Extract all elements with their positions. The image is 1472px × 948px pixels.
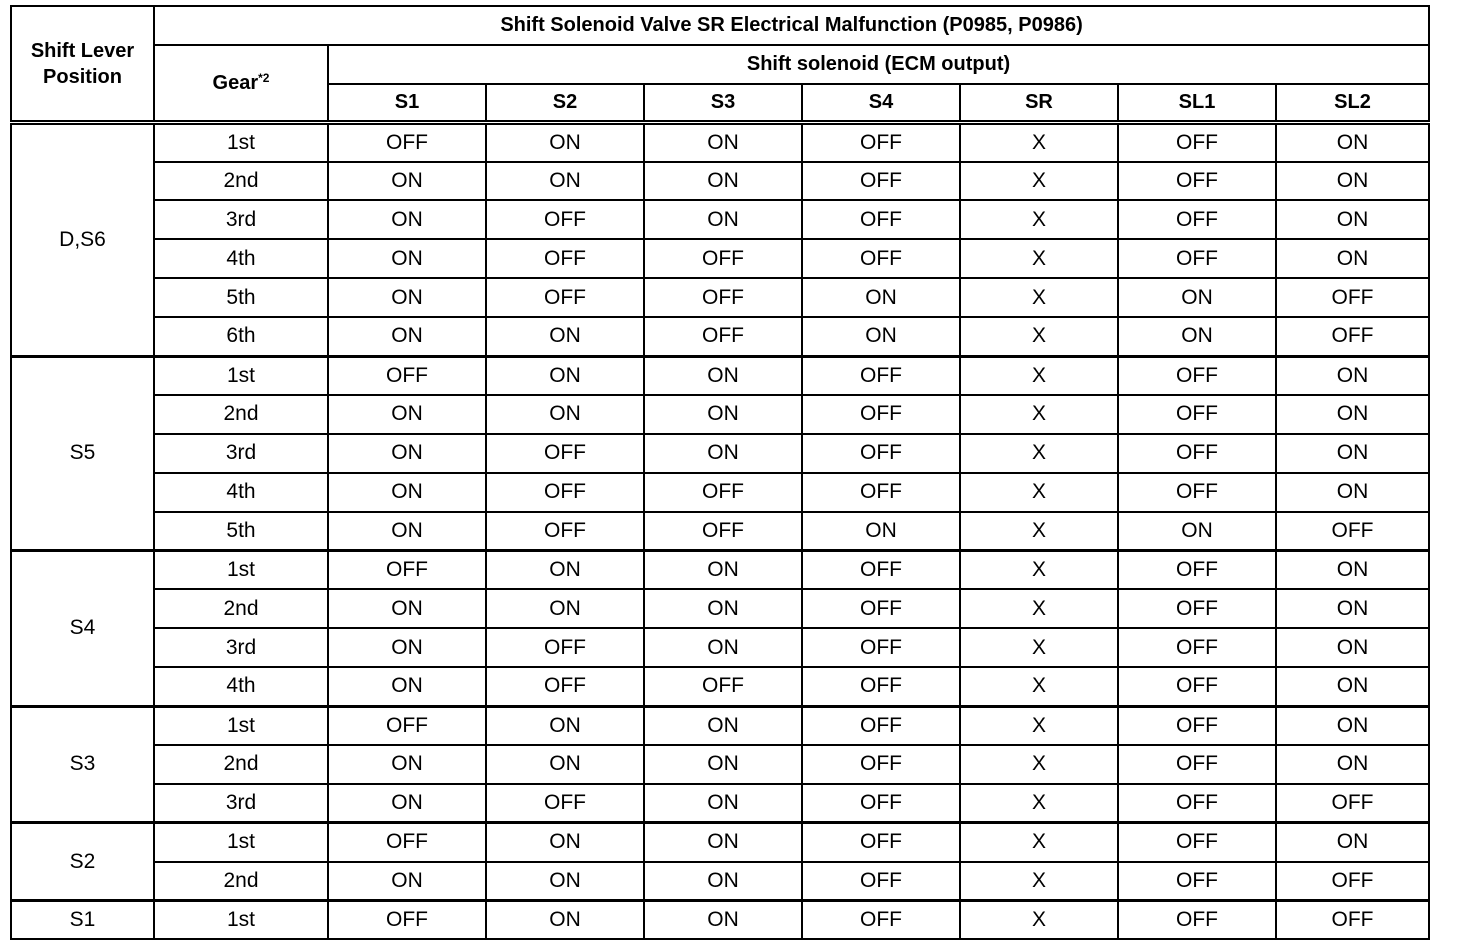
solenoid-state-cell-s3: ON bbox=[644, 434, 802, 473]
solenoid-state-cell-s3: ON bbox=[644, 356, 802, 395]
solenoid-state-cell-s2: OFF bbox=[486, 239, 644, 278]
solenoid-state-cell-s2: OFF bbox=[486, 200, 644, 239]
solenoid-state-cell-s4: OFF bbox=[802, 395, 960, 434]
solenoid-state-cell-s1: OFF bbox=[328, 550, 486, 589]
solenoid-state-cell-s2: ON bbox=[486, 823, 644, 862]
solenoid-state-cell-sr: X bbox=[960, 900, 1118, 939]
solenoid-state-cell-s1: OFF bbox=[328, 356, 486, 395]
gear-cell: 3rd bbox=[154, 200, 328, 239]
solenoid-state-cell-s2: OFF bbox=[486, 667, 644, 706]
solenoid-state-cell-sr: X bbox=[960, 317, 1118, 356]
lever-position-cell: S5 bbox=[11, 356, 154, 550]
solenoid-state-cell-s4: ON bbox=[802, 512, 960, 551]
solenoid-state-cell-sl2: ON bbox=[1276, 823, 1429, 862]
solenoid-state-cell-s3: ON bbox=[644, 706, 802, 745]
solenoid-state-cell-s4: OFF bbox=[802, 745, 960, 784]
gear-cell: 1st bbox=[154, 706, 328, 745]
gear-cell: 1st bbox=[154, 123, 328, 162]
lever-position-cell: D,S6 bbox=[11, 123, 154, 356]
gear-cell: 1st bbox=[154, 356, 328, 395]
table-row bbox=[11, 512, 1429, 551]
solenoid-state-cell-s1: ON bbox=[328, 473, 486, 512]
solenoid-state-cell-sl2: OFF bbox=[1276, 900, 1429, 939]
solenoid-state-cell-s4: OFF bbox=[802, 473, 960, 512]
solenoid-state-cell-sl2: ON bbox=[1276, 628, 1429, 667]
solenoid-state-cell-s3: ON bbox=[644, 745, 802, 784]
solenoid-state-cell-s3: ON bbox=[644, 123, 802, 162]
solenoid-state-cell-s4: ON bbox=[802, 317, 960, 356]
solenoid-state-cell-sl1: OFF bbox=[1118, 356, 1276, 395]
solenoid-state-cell-s2: ON bbox=[486, 356, 644, 395]
solenoid-state-cell-sl1: OFF bbox=[1118, 745, 1276, 784]
solenoid-state-cell-sl1: ON bbox=[1118, 278, 1276, 317]
gear-cell: 1st bbox=[154, 900, 328, 939]
solenoid-state-cell-s1: ON bbox=[328, 200, 486, 239]
gear-cell: 5th bbox=[154, 512, 328, 551]
solenoid-state-cell-s4: OFF bbox=[802, 200, 960, 239]
solenoid-state-cell-s2: OFF bbox=[486, 784, 644, 823]
solenoid-state-cell-s1: OFF bbox=[328, 706, 486, 745]
solenoid-state-cell-s3: OFF bbox=[644, 667, 802, 706]
table-row bbox=[11, 745, 1429, 784]
gear-cell: 1st bbox=[154, 550, 328, 589]
gear-cell: 2nd bbox=[154, 862, 328, 901]
solenoid-state-cell-s2: OFF bbox=[486, 628, 644, 667]
solenoid-state-cell-sl2: ON bbox=[1276, 239, 1429, 278]
solenoid-state-cell-sl1: OFF bbox=[1118, 862, 1276, 901]
solenoid-state-cell-s1: ON bbox=[328, 667, 486, 706]
solenoid-state-cell-s3: ON bbox=[644, 628, 802, 667]
gear-cell: 1st bbox=[154, 823, 328, 862]
solenoid-state-cell-s4: OFF bbox=[802, 550, 960, 589]
solenoid-state-cell-s3: OFF bbox=[644, 317, 802, 356]
table-title: Shift Solenoid Valve SR Electrical Malfunction (P0985, P0986) bbox=[154, 6, 1429, 45]
solenoid-state-cell-sl2: ON bbox=[1276, 550, 1429, 589]
solenoid-state-cell-s2: ON bbox=[486, 162, 644, 201]
solenoid-state-cell-s4: OFF bbox=[802, 162, 960, 201]
gear-cell: 6th bbox=[154, 317, 328, 356]
gear-cell: 2nd bbox=[154, 395, 328, 434]
table-header bbox=[11, 6, 1429, 123]
solenoid-state-cell-s2: OFF bbox=[486, 473, 644, 512]
solenoid-state-cell-s1: ON bbox=[328, 278, 486, 317]
solenoid-state-cell-s4: OFF bbox=[802, 667, 960, 706]
solenoid-state-cell-s4: OFF bbox=[802, 706, 960, 745]
solenoid-state-cell-sl2: ON bbox=[1276, 123, 1429, 162]
solenoid-state-cell-s4: OFF bbox=[802, 628, 960, 667]
solenoid-state-cell-s2: ON bbox=[486, 550, 644, 589]
solenoid-state-cell-sr: X bbox=[960, 200, 1118, 239]
solenoid-state-cell-s1: ON bbox=[328, 628, 486, 667]
solenoid-state-cell-sl2: ON bbox=[1276, 356, 1429, 395]
gear-header-label: Gear bbox=[212, 71, 259, 94]
solenoid-state-cell-sl2: ON bbox=[1276, 434, 1429, 473]
gear-cell: 3rd bbox=[154, 434, 328, 473]
column-header-s1: S1 bbox=[328, 84, 486, 123]
solenoid-state-cell-sl2: ON bbox=[1276, 706, 1429, 745]
solenoid-table bbox=[10, 5, 1430, 940]
table-row bbox=[11, 356, 1429, 395]
solenoid-state-cell-s1: ON bbox=[328, 434, 486, 473]
solenoid-state-cell-sl1: OFF bbox=[1118, 784, 1276, 823]
solenoid-state-cell-sl1: OFF bbox=[1118, 395, 1276, 434]
gear-header bbox=[154, 45, 328, 123]
table-row bbox=[11, 589, 1429, 628]
table-row bbox=[11, 278, 1429, 317]
lever-position-cell: S3 bbox=[11, 706, 154, 823]
solenoid-state-cell-s4: OFF bbox=[802, 356, 960, 395]
solenoid-state-cell-sr: X bbox=[960, 823, 1118, 862]
table-row bbox=[11, 473, 1429, 512]
solenoid-state-cell-s3: OFF bbox=[644, 512, 802, 551]
solenoid-state-cell-s3: ON bbox=[644, 550, 802, 589]
solenoid-state-cell-sr: X bbox=[960, 434, 1118, 473]
solenoid-state-cell-sl2: OFF bbox=[1276, 862, 1429, 901]
gear-cell: 4th bbox=[154, 667, 328, 706]
solenoid-state-cell-sr: X bbox=[960, 628, 1118, 667]
solenoid-state-cell-sr: X bbox=[960, 589, 1118, 628]
lever-position-cell: S1 bbox=[11, 900, 154, 939]
table-row bbox=[11, 162, 1429, 201]
solenoid-state-cell-s2: OFF bbox=[486, 278, 644, 317]
solenoid-state-cell-s4: OFF bbox=[802, 784, 960, 823]
solenoid-state-cell-sl2: OFF bbox=[1276, 784, 1429, 823]
column-header-sr: SR bbox=[960, 84, 1118, 123]
table-row bbox=[11, 550, 1429, 589]
solenoid-state-cell-s3: ON bbox=[644, 395, 802, 434]
solenoid-state-cell-s1: ON bbox=[328, 317, 486, 356]
solenoid-state-cell-sr: X bbox=[960, 239, 1118, 278]
solenoid-subheader: Shift solenoid (ECM output) bbox=[328, 45, 1429, 84]
solenoid-state-cell-s1: OFF bbox=[328, 823, 486, 862]
solenoid-state-cell-sr: X bbox=[960, 784, 1118, 823]
solenoid-state-cell-s1: ON bbox=[328, 162, 486, 201]
column-header-sl1: SL1 bbox=[1118, 84, 1276, 123]
solenoid-state-cell-s3: ON bbox=[644, 589, 802, 628]
solenoid-state-cell-sl2: ON bbox=[1276, 162, 1429, 201]
solenoid-state-cell-sl2: OFF bbox=[1276, 317, 1429, 356]
gear-cell: 2nd bbox=[154, 589, 328, 628]
column-header-s3: S3 bbox=[644, 84, 802, 123]
column-header-s4: S4 bbox=[802, 84, 960, 123]
solenoid-state-cell-s4: OFF bbox=[802, 239, 960, 278]
solenoid-state-cell-sl1: ON bbox=[1118, 317, 1276, 356]
solenoid-state-cell-sr: X bbox=[960, 667, 1118, 706]
gear-cell: 2nd bbox=[154, 162, 328, 201]
table-row bbox=[11, 200, 1429, 239]
solenoid-state-cell-sl1: OFF bbox=[1118, 706, 1276, 745]
solenoid-state-cell-s1: ON bbox=[328, 589, 486, 628]
solenoid-state-cell-sl2: ON bbox=[1276, 745, 1429, 784]
solenoid-state-cell-s3: ON bbox=[644, 862, 802, 901]
solenoid-state-cell-s2: ON bbox=[486, 123, 644, 162]
solenoid-state-cell-s4: OFF bbox=[802, 900, 960, 939]
solenoid-state-cell-sr: X bbox=[960, 862, 1118, 901]
column-header-s2: S2 bbox=[486, 84, 644, 123]
gear-cell: 3rd bbox=[154, 784, 328, 823]
table-row bbox=[11, 317, 1429, 356]
solenoid-state-cell-s1: OFF bbox=[328, 123, 486, 162]
solenoid-state-cell-sl2: OFF bbox=[1276, 512, 1429, 551]
solenoid-state-cell-s1: OFF bbox=[328, 900, 486, 939]
table-row bbox=[11, 900, 1429, 939]
solenoid-state-cell-sr: X bbox=[960, 395, 1118, 434]
solenoid-state-cell-sl1: OFF bbox=[1118, 550, 1276, 589]
solenoid-state-cell-s3: ON bbox=[644, 900, 802, 939]
solenoid-state-cell-sr: X bbox=[960, 706, 1118, 745]
solenoid-state-cell-s3: ON bbox=[644, 823, 802, 862]
solenoid-state-cell-sr: X bbox=[960, 550, 1118, 589]
solenoid-state-cell-s1: ON bbox=[328, 862, 486, 901]
solenoid-state-cell-sl1: OFF bbox=[1118, 823, 1276, 862]
solenoid-state-cell-s1: ON bbox=[328, 745, 486, 784]
solenoid-state-cell-s3: ON bbox=[644, 784, 802, 823]
table-row bbox=[11, 667, 1429, 706]
gear-footnote-mark: *2 bbox=[258, 70, 270, 85]
solenoid-state-cell-sl1: OFF bbox=[1118, 200, 1276, 239]
solenoid-state-cell-s1: ON bbox=[328, 784, 486, 823]
solenoid-state-cell-s1: ON bbox=[328, 239, 486, 278]
table-row bbox=[11, 395, 1429, 434]
solenoid-state-cell-sl1: ON bbox=[1118, 512, 1276, 551]
solenoid-state-cell-sr: X bbox=[960, 356, 1118, 395]
solenoid-state-cell-s3: ON bbox=[644, 162, 802, 201]
gear-cell: 4th bbox=[154, 239, 328, 278]
solenoid-state-cell-s3: OFF bbox=[644, 278, 802, 317]
gear-cell: 4th bbox=[154, 473, 328, 512]
solenoid-state-cell-sr: X bbox=[960, 123, 1118, 162]
solenoid-state-cell-sr: X bbox=[960, 473, 1118, 512]
solenoid-state-cell-sl1: OFF bbox=[1118, 628, 1276, 667]
solenoid-state-cell-sl1: OFF bbox=[1118, 473, 1276, 512]
solenoid-state-cell-sl2: ON bbox=[1276, 589, 1429, 628]
solenoid-state-cell-s4: OFF bbox=[802, 434, 960, 473]
solenoid-state-cell-s2: ON bbox=[486, 745, 644, 784]
table-row bbox=[11, 239, 1429, 278]
solenoid-state-cell-s1: ON bbox=[328, 512, 486, 551]
solenoid-state-cell-sl1: OFF bbox=[1118, 434, 1276, 473]
table-row bbox=[11, 823, 1429, 862]
solenoid-state-cell-sl1: OFF bbox=[1118, 667, 1276, 706]
table-row bbox=[11, 434, 1429, 473]
solenoid-state-cell-s2: ON bbox=[486, 862, 644, 901]
solenoid-state-cell-s4: OFF bbox=[802, 862, 960, 901]
solenoid-state-cell-sl1: OFF bbox=[1118, 162, 1276, 201]
solenoid-state-cell-sl2: ON bbox=[1276, 395, 1429, 434]
solenoid-state-cell-sl1: OFF bbox=[1118, 123, 1276, 162]
solenoid-state-cell-sr: X bbox=[960, 162, 1118, 201]
solenoid-state-cell-s3: OFF bbox=[644, 473, 802, 512]
table-row bbox=[11, 706, 1429, 745]
solenoid-state-cell-s2: ON bbox=[486, 395, 644, 434]
solenoid-state-cell-sr: X bbox=[960, 745, 1118, 784]
table-row bbox=[11, 862, 1429, 901]
solenoid-state-cell-sl2: ON bbox=[1276, 200, 1429, 239]
solenoid-state-cell-sr: X bbox=[960, 278, 1118, 317]
solenoid-state-cell-s4: OFF bbox=[802, 823, 960, 862]
solenoid-state-cell-sl2: OFF bbox=[1276, 278, 1429, 317]
solenoid-state-cell-s4: ON bbox=[802, 278, 960, 317]
solenoid-state-cell-s2: OFF bbox=[486, 512, 644, 551]
solenoid-state-cell-s2: ON bbox=[486, 589, 644, 628]
solenoid-state-cell-s3: OFF bbox=[644, 239, 802, 278]
table-row bbox=[11, 123, 1429, 162]
solenoid-state-cell-s3: ON bbox=[644, 200, 802, 239]
lever-position-cell: S2 bbox=[11, 823, 154, 901]
table-row bbox=[11, 784, 1429, 823]
table-row bbox=[11, 628, 1429, 667]
solenoid-state-cell-sl1: OFF bbox=[1118, 239, 1276, 278]
lever-position-header: Shift Lever Position bbox=[11, 6, 154, 123]
solenoid-state-cell-sl1: OFF bbox=[1118, 900, 1276, 939]
solenoid-state-cell-s2: OFF bbox=[486, 434, 644, 473]
gear-cell: 5th bbox=[154, 278, 328, 317]
solenoid-state-cell-s2: ON bbox=[486, 706, 644, 745]
column-header-sl2: SL2 bbox=[1276, 84, 1429, 123]
solenoid-state-cell-s1: ON bbox=[328, 395, 486, 434]
lever-position-cell: S4 bbox=[11, 550, 154, 706]
solenoid-state-cell-s4: OFF bbox=[802, 589, 960, 628]
table-body bbox=[11, 123, 1429, 940]
solenoid-state-cell-s2: ON bbox=[486, 317, 644, 356]
gear-cell: 3rd bbox=[154, 628, 328, 667]
solenoid-state-cell-sr: X bbox=[960, 512, 1118, 551]
solenoid-state-cell-s4: OFF bbox=[802, 123, 960, 162]
solenoid-state-cell-sl2: ON bbox=[1276, 473, 1429, 512]
solenoid-state-cell-s2: ON bbox=[486, 900, 644, 939]
gear-cell: 2nd bbox=[154, 745, 328, 784]
solenoid-state-cell-sl1: OFF bbox=[1118, 589, 1276, 628]
solenoid-state-cell-sl2: ON bbox=[1276, 667, 1429, 706]
